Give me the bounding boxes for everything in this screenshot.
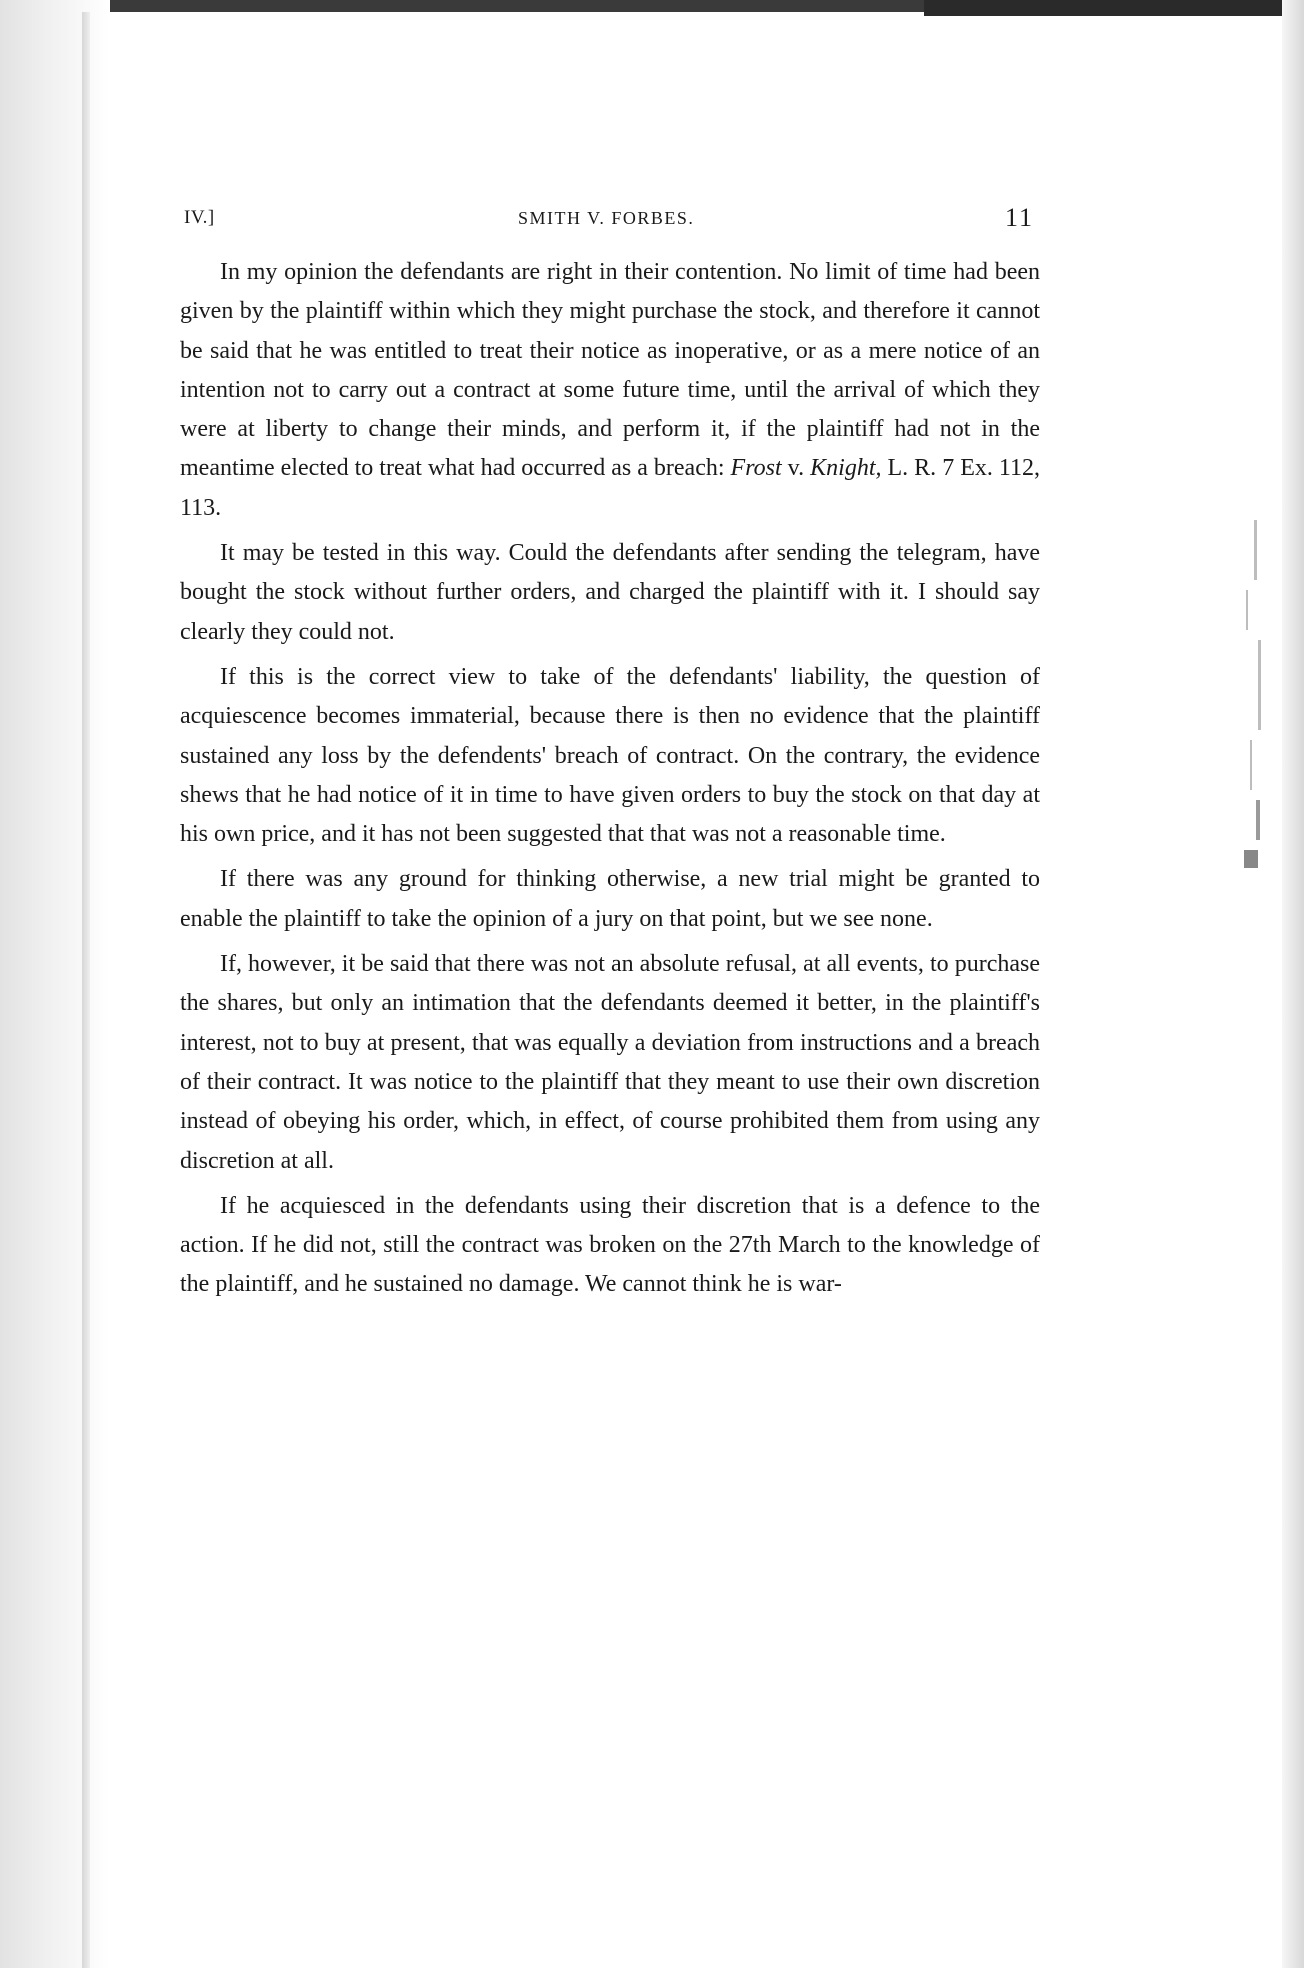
case-title: SMITH V. FORBES. [518,208,695,228]
running-head [180,195,1040,235]
scan-top-border-dark [924,0,1304,16]
citation-case-b: Knight, [810,455,882,482]
citation-case-a: Frost [730,455,782,482]
paragraph-3: If this is the correct view to take of the defendants' liability, the question of acquiescence becomes immaterial, because there is then no evidence that the plaintiff sustained any loss by the defendents' breach of contract. On the contrary, the evidence shews that he had notice of it in time to have given orders to buy the stock on that day at his own price, and it has not been suggested that that was not a reasonable time. [180,663,1040,848]
paragraph-5: If, however, it be said that there was not an absolute refusal, at all events, to purchase the shares, but only an intimation that the defendants deemed it better, in the plaintiff's interest, not to buy at present, that was equally a deviation from instructions and a breach of their contract. It was notice to the plaintiff that they meant to use their own discretion instead of obeying his order, which, in effect, of course prohibited them from using any discretion at all. [180,951,1040,1174]
binding-gutter-line [82,12,90,1968]
citation-reference: L. R. 7 Ex. 112, 113. [180,455,1040,521]
paragraph-2: It may be tested in this way. Could the defendants after sending the telegram, have bought the stock without further orders, and charged the plaintiff with it. I should say clearly they could not. [180,540,1040,645]
page-number: 11 [1004,203,1034,232]
paragraph-6: If he acquiesced in the defendants using their discretion that is a defence to the action. If he did not, still the contract was broken on the 27th March to the knowledge of the plaintiff, and he sustained no damage. We cannot think he is war- [180,1192,1040,1298]
paragraph-1 [180,253,1040,528]
page-right-edge [1282,0,1304,1968]
chapter-marker: IV.] [184,207,215,228]
paragraph-4: If there was any ground for thinking otherwise, a new trial might be granted to enable the plaintiff to take the opinion of a jury on that point, but we see none. [180,866,1040,932]
citation-v: v. [787,455,805,482]
show-through-marks [1240,520,1280,910]
binding-gutter-shadow [0,0,110,1968]
book-page [180,195,1040,1311]
paragraph-text: In my opinion the defendants are right in their contention. No limit of time had been given by the plaintiff within which they might purchase the stock, and therefore it cannot be said that he was entitled to treat their notice as inoperative, or as a mere notice of an intention not to carry out a contract at some future time, until the arrival of which they were at liberty to change their minds, and perform it, if the plaintiff had not in the meantime elected to treat what had occurred as a breach: [180,259,1040,482]
